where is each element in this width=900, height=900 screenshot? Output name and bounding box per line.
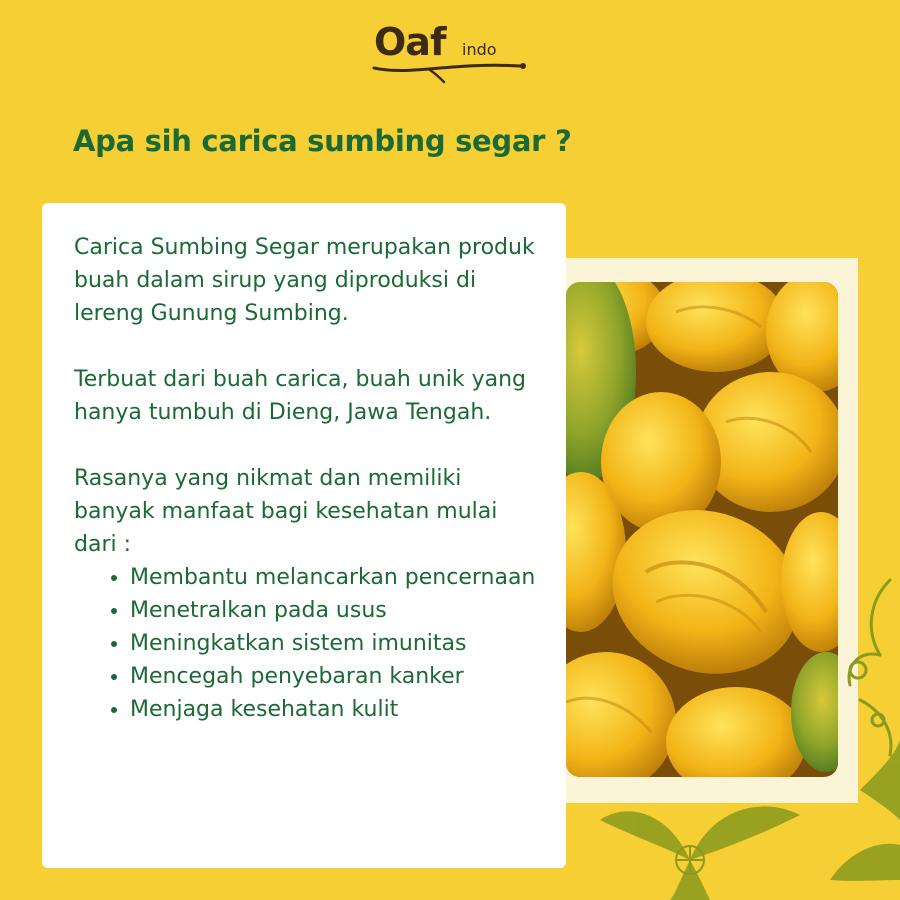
benefit-item: • Mencegah penyebaran kanker xyxy=(130,660,544,693)
paragraph-benefits-intro: Rasanya yang nikmat dan memiliki banyak manfaat bagi kesehatan mulai dari : xyxy=(74,466,498,557)
benefit-item: • Menjaga kesehatan kulit xyxy=(130,693,544,726)
paragraph-origin: Terbuat dari buah carica, buah unik yang hanya tumbuh di Dieng, Jawa Tengah. xyxy=(74,367,526,425)
logo-subtext: indo xyxy=(462,40,497,59)
benefit-item: • Menetralkan pada usus xyxy=(130,594,544,627)
benefit-item: • Membantu melancarkan pencernaan xyxy=(130,561,544,594)
logo-wordmark: Oaf xyxy=(374,20,446,64)
floral-leaf-ornament xyxy=(560,560,900,900)
logo-swoosh-icon xyxy=(370,58,530,84)
page-title: Apa sih carica sumbing segar ? xyxy=(73,124,572,158)
info-card xyxy=(42,203,566,868)
benefit-item: • Meningkatkan sistem imunitas xyxy=(130,627,544,660)
paragraph-intro: Carica Sumbing Segar merupakan produk buah dalam sirup yang diproduksi di lereng Gunung Sumbing. xyxy=(74,235,535,326)
benefits-list xyxy=(74,561,544,726)
brand-logo xyxy=(370,20,530,84)
info-card-text xyxy=(74,231,544,726)
